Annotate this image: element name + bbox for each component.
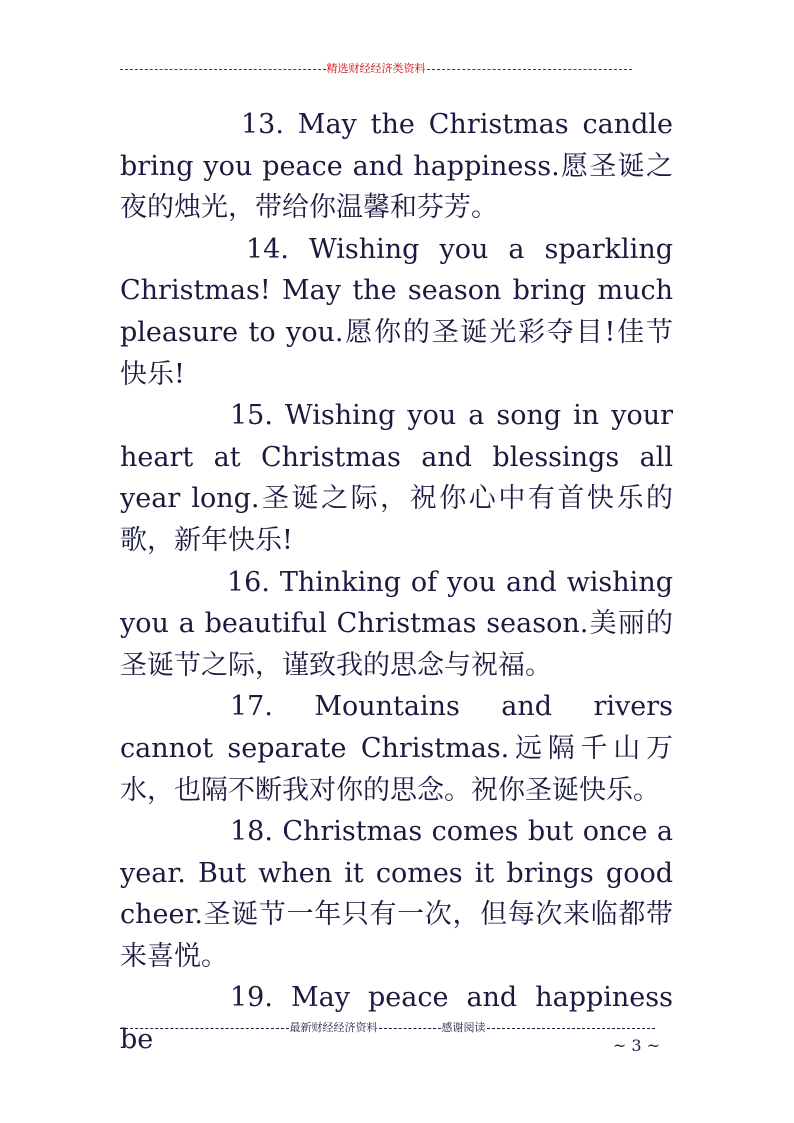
paragraph-14: 14. Wishing you a sparkling Christmas! May the season bring much pleasure to you.愿你的圣诞光彩夺目!佳节快乐!: [120, 233, 673, 390]
paragraph-19: 19. May peace and happiness be: [120, 982, 673, 1056]
page-header: [120, 60, 632, 76]
paragraph-15: 15. Wishing you a song in your heart at Christmas and blessings all year long.圣诞之际，祝你心中有首快乐的歌，新年快乐!: [120, 400, 673, 556]
header-divider-right: [427, 69, 633, 70]
footer-left-text: 最新财经经济资料: [289, 1021, 378, 1034]
header-title: 精选财经经济类资料: [326, 62, 426, 75]
paragraph-17: 17. Mountains and rivers cannot separate Christmas.远隔千山万水，也隔不断我对你的思念。祝你圣诞快乐。: [120, 691, 673, 806]
page-footer: [120, 1019, 655, 1035]
document-body: [120, 104, 673, 1061]
page-number: ~ 3 ~: [612, 1036, 660, 1055]
footer-divider-left: [120, 1028, 289, 1029]
footer-divider-right: [487, 1028, 656, 1029]
footer-right-text: 感谢阅读: [441, 1021, 486, 1034]
paragraph-16: 16. Thinking of you and wishing you a beautiful Christmas season.美丽的圣诞节之际，谨致我的思念与祝福。: [120, 566, 673, 681]
footer-divider-middle: [379, 1028, 441, 1029]
paragraph-13: 13. May the Christmas candle bring you peace and happiness.愿圣诞之夜的烛光，带给你温馨和芬芳。: [120, 109, 673, 224]
header-divider-left: [120, 69, 326, 70]
paragraph-18: 18. Christmas comes but once a year. But when it comes it brings good cheer.圣诞节一年只有一次，但每次来临都带来喜悦。: [120, 816, 673, 972]
